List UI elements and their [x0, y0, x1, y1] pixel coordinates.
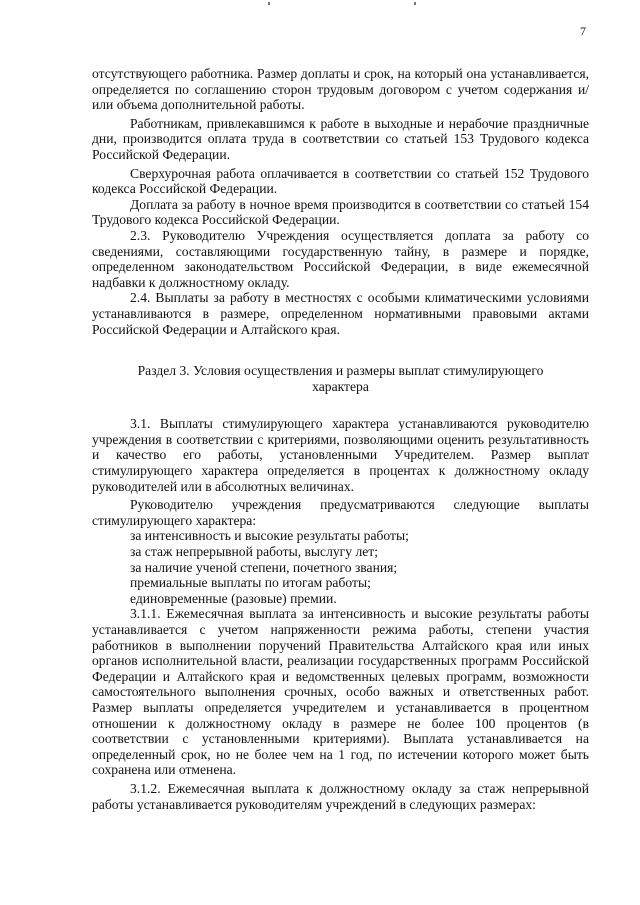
- paragraph: 2.4. Выплаты за работу в местностях с особыми климатическими условиями устанавливаются в размере, определенном нормативными правовыми актами Российской Федерации и Алтайского края.: [92, 290, 589, 337]
- paragraph: Сверхурочная работа оплачивается в соответствии со статьей 152 Трудового кодекса Российской Федерации.: [92, 165, 589, 197]
- paragraph: отсутствующего работника. Размер доплаты и срок, на который она устанавливается, определяется по соглашению сторон трудовым договором с учетом содержания и/или объема дополнительной работы.: [92, 66, 589, 113]
- section-heading: Раздел 3. Условия осуществления и размеры выплат стимулирующего характера: [137, 363, 544, 394]
- list-item: единовременные (разовые) премии.: [130, 590, 337, 606]
- scan-mark: [414, 2, 416, 5]
- list-item: премиальные выплаты по итогам работы;: [130, 575, 371, 591]
- paragraph: Руководителю учреждения предусматриваются следующие выплаты стимулирующего характера:: [92, 497, 589, 528]
- list-item: за стаж непрерывной работы, выслугу лет;: [130, 544, 378, 560]
- list-item: за интенсивность и высокие результаты работы;: [130, 528, 409, 544]
- page-number: 7: [580, 24, 586, 38]
- paragraphs-after-section: [92, 416, 589, 812]
- paragraph: Доплата за работу в ночное время производится в соответствии со статьей 154 Трудового кодекса Российской Федерации.: [92, 196, 589, 228]
- paragraphs-before-section: [92, 66, 589, 337]
- paragraph: Работникам, привлекавшимся к работе в выходные и нерабочие праздничные дни, производится оплата труда в соответствии со статьей 153 Трудового кодекса Российской Федерации.: [92, 115, 589, 162]
- list-item: за наличие ученой степени, почетного звания;: [130, 559, 398, 575]
- document-body: [92, 66, 589, 812]
- paragraph: 3.1.2. Ежемесячная выплата к должностному окладу за стаж непрерывной работы устанавливается руководителям учреждений в следующих размерах:: [92, 780, 589, 812]
- scan-mark: [268, 2, 270, 5]
- paragraph: 2.3. Руководителю Учреждения осуществляется доплата за работу со сведениями, составляющими государственную тайну, в размере и порядке, определенном законодательством Российской Федерации, в виде ежемесячной надбавки к должностному окладу.: [92, 227, 589, 290]
- paragraph: 3.1. Выплаты стимулирующего характера устанавливаются руководителю учреждения в соответствии с критериями, позволяющими оценить результативность и качество его работы, установленными Учредителем. Размер выплат стимулирующего характера определяется в процентах к должностному окладу руководителей или в абсолютных величинах.: [92, 416, 589, 494]
- paragraph: 3.1.1. Ежемесячная выплата за интенсивность и высокие результаты работы устанавливается с учетом напряженности режима работы, степени участия работников в выполнении поручений Правительства Алтайского края или иных органов исполнительной власти, реализации государственных программ Российской Федерации и Алтайского края и ведомственных целевых программ, возможности самостоятельного выполнения срочных, особо важных и ответственных работ. Размер выплаты определяется учредителем и устанавливается в процентном отношении к должностному окладу в размере не более 100 процентов (в соответствии с установленными критериями). Выплата устанавливается на определенный срок, но не более чем на 1 год, по истечении которого может быть сохранена или отменена.: [92, 606, 589, 778]
